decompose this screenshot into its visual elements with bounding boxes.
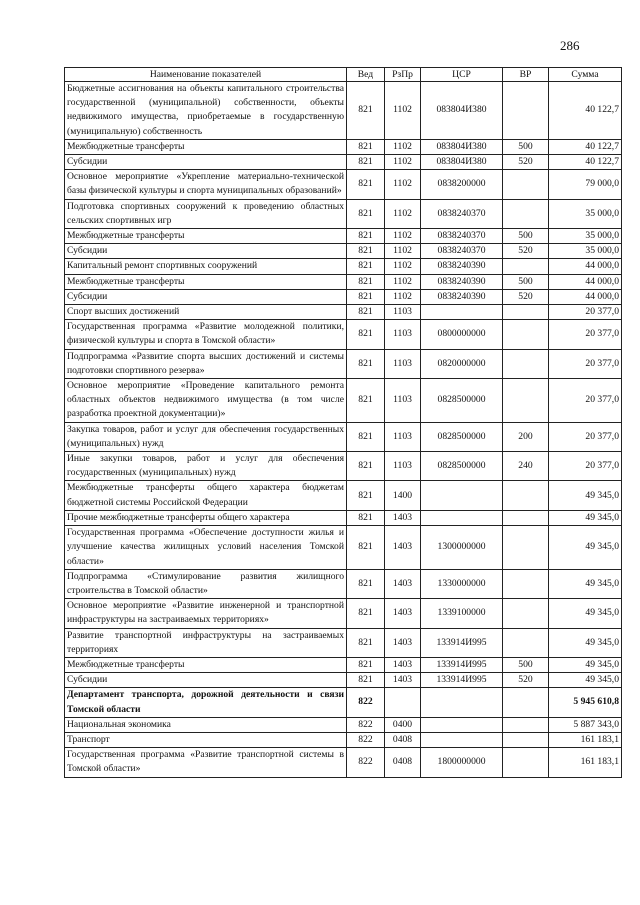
cell-vr: [503, 628, 549, 657]
cell-csr: 0828500000: [421, 422, 503, 451]
cell-csr: [421, 732, 503, 747]
budget-table: [64, 67, 622, 778]
cell-name: Национальная экономика: [65, 717, 347, 732]
table-row: [65, 170, 622, 199]
cell-vr: 500: [503, 657, 549, 672]
cell-name: Межбюджетные трансферты: [65, 139, 347, 154]
cell-vr: [503, 732, 549, 747]
cell-sum: 35 000,0: [549, 229, 622, 244]
cell-rzpr: 1102: [385, 139, 421, 154]
cell-name: Подпрограмма «Стимулирование развития жилищного строительства в Томской области»: [65, 569, 347, 598]
table-row: [65, 199, 622, 228]
cell-sum: 5 945 610,8: [549, 688, 622, 717]
cell-csr: 1300000000: [421, 526, 503, 570]
cell-rzpr: 1102: [385, 289, 421, 304]
cell-ved: 821: [347, 320, 385, 349]
cell-name: Межбюджетные трансферты: [65, 274, 347, 289]
table-row: [65, 305, 622, 320]
cell-name: Транспорт: [65, 732, 347, 747]
cell-sum: 20 377,0: [549, 422, 622, 451]
cell-csr: 083804И380: [421, 82, 503, 140]
cell-sum: 44 000,0: [549, 274, 622, 289]
cell-vr: [503, 481, 549, 510]
cell-sum: 20 377,0: [549, 305, 622, 320]
table-row: [65, 628, 622, 657]
cell-ved: 821: [347, 229, 385, 244]
cell-csr: 0838240370: [421, 199, 503, 228]
cell-rzpr: 1103: [385, 379, 421, 423]
table-row: [65, 244, 622, 259]
cell-ved: 821: [347, 349, 385, 378]
cell-vr: 200: [503, 422, 549, 451]
table-row: [65, 732, 622, 747]
table-row: [65, 155, 622, 170]
cell-rzpr: 1102: [385, 199, 421, 228]
cell-csr: 0820000000: [421, 349, 503, 378]
cell-ved: 821: [347, 289, 385, 304]
cell-name: Капитальный ремонт спортивных сооружений: [65, 259, 347, 274]
cell-csr: 133914И995: [421, 628, 503, 657]
cell-name: Развитие транспортной инфраструктуры на застраиваемых территориях: [65, 628, 347, 657]
cell-name: Прочие межбюджетные трансферты общего характера: [65, 510, 347, 525]
cell-rzpr: 1403: [385, 569, 421, 598]
table-row: [65, 657, 622, 672]
cell-rzpr: 1102: [385, 229, 421, 244]
cell-csr: [421, 305, 503, 320]
cell-name: Субсидии: [65, 289, 347, 304]
cell-ved: 821: [347, 657, 385, 672]
cell-ved: 821: [347, 199, 385, 228]
cell-rzpr: 1102: [385, 259, 421, 274]
cell-csr: 1330000000: [421, 569, 503, 598]
cell-sum: 20 377,0: [549, 349, 622, 378]
table-row: [65, 717, 622, 732]
cell-name: Закупка товаров, работ и услуг для обеспечения государственных (муниципальных) нужд: [65, 422, 347, 451]
cell-ved: 821: [347, 274, 385, 289]
cell-name: Подпрограмма «Развитие спорта высших достижений и системы подготовки спортивного резерва»: [65, 349, 347, 378]
table-row: [65, 599, 622, 628]
cell-rzpr: [385, 688, 421, 717]
table-row: [65, 452, 622, 481]
cell-name: Государственная программа «Обеспечение доступности жилья и улучшение качества жилищных условий населения Томской области»: [65, 526, 347, 570]
cell-ved: 821: [347, 599, 385, 628]
cell-ved: 821: [347, 526, 385, 570]
cell-rzpr: 1102: [385, 244, 421, 259]
cell-ved: 822: [347, 748, 385, 777]
cell-sum: 79 000,0: [549, 170, 622, 199]
cell-ved: 821: [347, 139, 385, 154]
table-row: [65, 379, 622, 423]
cell-vr: [503, 320, 549, 349]
cell-rzpr: 1102: [385, 155, 421, 170]
cell-name: Государственная программа «Развитие молодежной политики, физической культуры и спорта в Томской области»: [65, 320, 347, 349]
table-row: [65, 82, 622, 140]
cell-sum: 40 122,7: [549, 155, 622, 170]
cell-ved: 821: [347, 244, 385, 259]
cell-sum: 40 122,7: [549, 82, 622, 140]
cell-vr: [503, 259, 549, 274]
cell-ved: 821: [347, 481, 385, 510]
cell-csr: 0828500000: [421, 452, 503, 481]
cell-vr: [503, 82, 549, 140]
cell-ved: 822: [347, 732, 385, 747]
cell-ved: 821: [347, 510, 385, 525]
cell-vr: [503, 510, 549, 525]
cell-sum: 49 345,0: [549, 657, 622, 672]
table-row: [65, 481, 622, 510]
table-row: [65, 259, 622, 274]
header-vr: ВР: [503, 68, 549, 82]
cell-rzpr: 1403: [385, 599, 421, 628]
header-csr: ЦСР: [421, 68, 503, 82]
table-row: [65, 688, 622, 717]
cell-sum: 40 122,7: [549, 139, 622, 154]
header-ved: Вед: [347, 68, 385, 82]
cell-name: Департамент транспорта, дорожной деятельности и связи Томской области: [65, 688, 347, 717]
cell-sum: 49 345,0: [549, 599, 622, 628]
cell-vr: [503, 379, 549, 423]
cell-csr: 0838240390: [421, 289, 503, 304]
cell-name: Межбюджетные трансферты: [65, 657, 347, 672]
cell-sum: 49 345,0: [549, 526, 622, 570]
cell-vr: 240: [503, 452, 549, 481]
cell-csr: 0838240390: [421, 274, 503, 289]
cell-rzpr: 1403: [385, 628, 421, 657]
cell-rzpr: 1102: [385, 170, 421, 199]
table-row: [65, 289, 622, 304]
table-row: [65, 139, 622, 154]
cell-sum: 35 000,0: [549, 199, 622, 228]
cell-ved: 821: [347, 422, 385, 451]
table-row: [65, 510, 622, 525]
table-row: [65, 569, 622, 598]
cell-sum: 161 183,1: [549, 732, 622, 747]
cell-rzpr: 1102: [385, 82, 421, 140]
cell-vr: [503, 748, 549, 777]
cell-csr: [421, 688, 503, 717]
table-row: [65, 673, 622, 688]
cell-csr: [421, 717, 503, 732]
cell-sum: 44 000,0: [549, 259, 622, 274]
cell-vr: 500: [503, 139, 549, 154]
cell-csr: 083804И380: [421, 139, 503, 154]
cell-name: Межбюджетные трансферты: [65, 229, 347, 244]
cell-vr: 500: [503, 229, 549, 244]
cell-ved: 821: [347, 628, 385, 657]
cell-ved: 821: [347, 673, 385, 688]
cell-csr: 083804И380: [421, 155, 503, 170]
cell-name: Государственная программа «Развитие транспортной системы в Томской области»: [65, 748, 347, 777]
cell-csr: 0838200000: [421, 170, 503, 199]
cell-name: Субсидии: [65, 155, 347, 170]
cell-vr: 500: [503, 274, 549, 289]
cell-sum: 20 377,0: [549, 452, 622, 481]
cell-rzpr: 1103: [385, 320, 421, 349]
cell-csr: [421, 481, 503, 510]
cell-rzpr: 0408: [385, 748, 421, 777]
cell-rzpr: 1403: [385, 510, 421, 525]
cell-rzpr: 1102: [385, 274, 421, 289]
cell-sum: 20 377,0: [549, 379, 622, 423]
cell-ved: 822: [347, 688, 385, 717]
cell-vr: 520: [503, 155, 549, 170]
table-header-row: [65, 68, 622, 82]
header-rzpr: РзПр: [385, 68, 421, 82]
header-name: Наименование показателей: [65, 68, 347, 82]
cell-sum: 161 183,1: [549, 748, 622, 777]
cell-vr: [503, 170, 549, 199]
cell-ved: 821: [347, 379, 385, 423]
table-row: [65, 274, 622, 289]
cell-vr: [503, 305, 549, 320]
cell-ved: 821: [347, 82, 385, 140]
cell-name: Субсидии: [65, 673, 347, 688]
cell-vr: 520: [503, 244, 549, 259]
cell-rzpr: 1403: [385, 673, 421, 688]
cell-ved: 821: [347, 569, 385, 598]
cell-name: Субсидии: [65, 244, 347, 259]
cell-sum: 49 345,0: [549, 673, 622, 688]
cell-name: Основное мероприятие «Укрепление материально-технической базы физической культуры и спорта муниципальных образований»: [65, 170, 347, 199]
cell-rzpr: 1103: [385, 349, 421, 378]
cell-vr: 520: [503, 289, 549, 304]
cell-rzpr: 1403: [385, 657, 421, 672]
cell-ved: 821: [347, 305, 385, 320]
cell-sum: 49 345,0: [549, 481, 622, 510]
table-row: [65, 229, 622, 244]
cell-vr: [503, 569, 549, 598]
table-row: [65, 526, 622, 570]
cell-csr: 1339100000: [421, 599, 503, 628]
cell-name: Иные закупки товаров, работ и услуг для обеспечения государственных (муниципальных) нужд: [65, 452, 347, 481]
cell-vr: [503, 199, 549, 228]
cell-name: Бюджетные ассигнования на объекты капитального строительства государственной (муниципальной) собственности, объекты недвижимого имущества, приобретаемые в государственную (муниципальную) собственность: [65, 82, 347, 140]
cell-rzpr: 1400: [385, 481, 421, 510]
cell-sum: 5 887 343,0: [549, 717, 622, 732]
cell-rzpr: 1103: [385, 305, 421, 320]
cell-rzpr: 1103: [385, 422, 421, 451]
cell-sum: 35 000,0: [549, 244, 622, 259]
cell-ved: 821: [347, 155, 385, 170]
cell-csr: 0838240370: [421, 229, 503, 244]
cell-sum: 49 345,0: [549, 510, 622, 525]
cell-rzpr: 1103: [385, 452, 421, 481]
cell-sum: 20 377,0: [549, 320, 622, 349]
table-row: [65, 320, 622, 349]
cell-name: Основное мероприятие «Развитие инженерной и транспортной инфраструктуры на застраиваемых территориях»: [65, 599, 347, 628]
cell-vr: [503, 526, 549, 570]
cell-rzpr: 1403: [385, 526, 421, 570]
header-sum: Сумма: [549, 68, 622, 82]
cell-csr: 0828500000: [421, 379, 503, 423]
cell-ved: 821: [347, 170, 385, 199]
cell-csr: 0838240390: [421, 259, 503, 274]
table-body: [65, 82, 622, 778]
cell-csr: [421, 510, 503, 525]
cell-vr: 520: [503, 673, 549, 688]
cell-ved: 821: [347, 259, 385, 274]
cell-name: Спорт высших достижений: [65, 305, 347, 320]
cell-rzpr: 0400: [385, 717, 421, 732]
cell-sum: 49 345,0: [549, 628, 622, 657]
table-row: [65, 349, 622, 378]
cell-ved: 822: [347, 717, 385, 732]
cell-rzpr: 0408: [385, 732, 421, 747]
page-number: 286: [560, 38, 580, 53]
cell-sum: 49 345,0: [549, 569, 622, 598]
cell-vr: [503, 717, 549, 732]
cell-name: Основное мероприятие «Проведение капитального ремонта областных объектов недвижимого имущества (в том числе разработка проектной документации)»: [65, 379, 347, 423]
cell-sum: 44 000,0: [549, 289, 622, 304]
cell-csr: 1800000000: [421, 748, 503, 777]
cell-csr: 0800000000: [421, 320, 503, 349]
cell-csr: 133914И995: [421, 673, 503, 688]
table-row: [65, 422, 622, 451]
cell-name: Межбюджетные трансферты общего характера бюджетам бюджетной системы Российской Федерации: [65, 481, 347, 510]
cell-csr: 0838240370: [421, 244, 503, 259]
cell-vr: [503, 599, 549, 628]
cell-ved: 821: [347, 452, 385, 481]
cell-vr: [503, 688, 549, 717]
cell-csr: 133914И995: [421, 657, 503, 672]
table-row: [65, 748, 622, 777]
cell-name: Подготовка спортивных сооружений к проведению областных сельских спортивных игр: [65, 199, 347, 228]
cell-vr: [503, 349, 549, 378]
